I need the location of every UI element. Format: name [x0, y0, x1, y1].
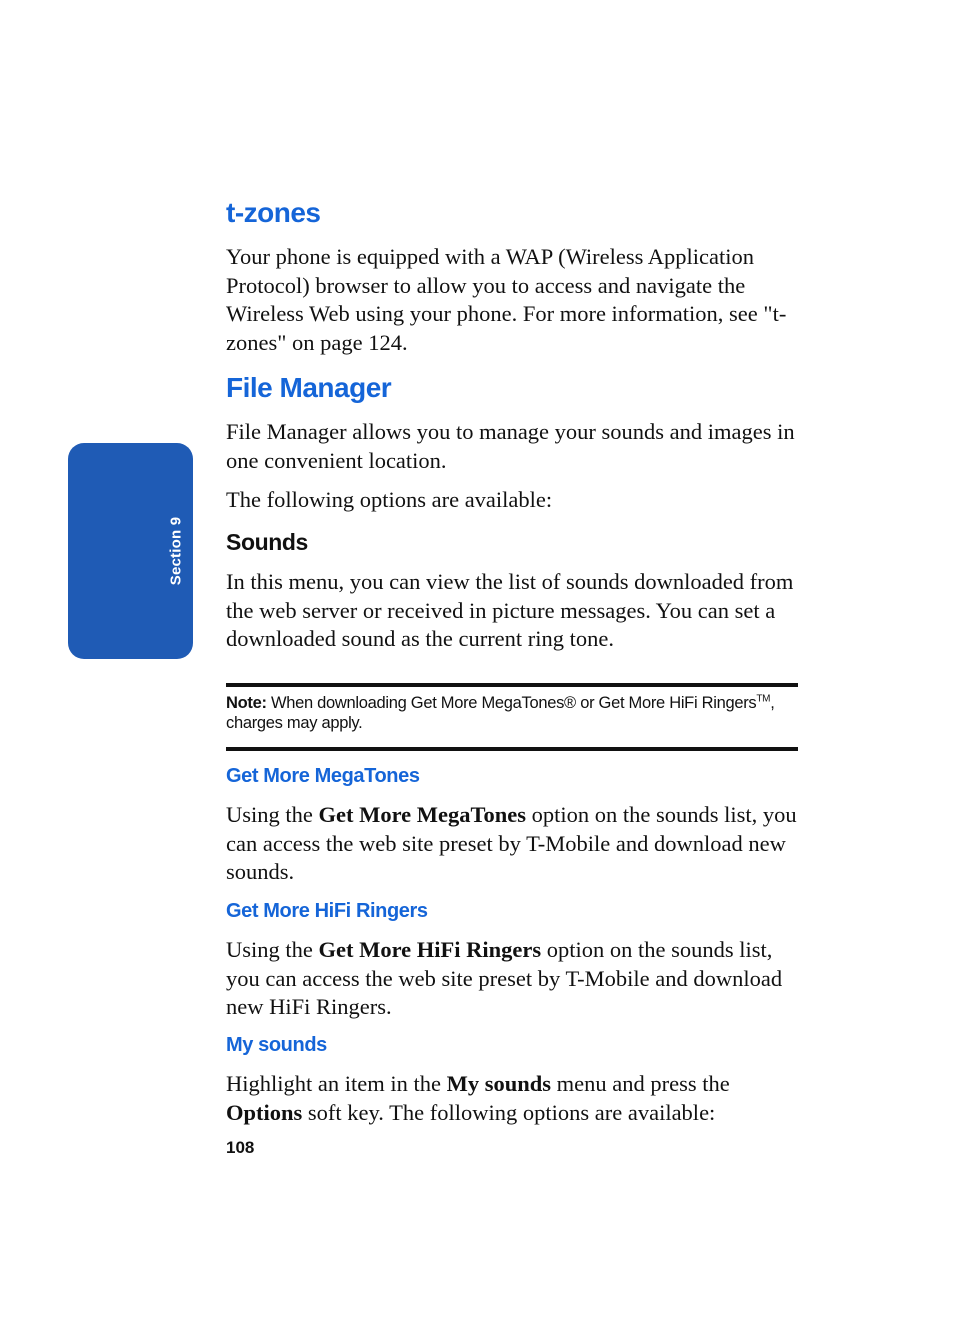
- tzones-heading: t-zones: [226, 197, 321, 228]
- trademark-superscript: TM: [756, 693, 771, 705]
- megatones-heading: Get More MegaTones: [226, 765, 420, 787]
- hifi-heading: Get More HiFi Ringers: [226, 900, 428, 922]
- megatones-bold: Get More MegaTones: [318, 802, 526, 827]
- file-manager-heading: File Manager: [226, 372, 392, 403]
- note-label: Note:: [226, 694, 267, 712]
- options-bold: Options: [226, 1099, 303, 1125]
- sounds-body: In this menu, you can view the list of sounds downloaded from the web server or received in picture messages. You can set a downloaded sound as the current ring tone.: [226, 569, 794, 651]
- page-number: 108: [226, 1138, 255, 1157]
- my-sounds-body: Highlight an item in the My sounds menu and press the Options soft key. The following options are available:: [226, 1071, 730, 1125]
- note-text-b: , charges may apply.: [226, 694, 775, 732]
- section-tab-label: Section 9: [167, 516, 185, 586]
- file-manager-options-intro: The following options are available:: [226, 487, 553, 512]
- megatones-body: Using the Get More MegaTones option on the sounds list, you can access the web site preset by T-Mobile and download new sounds.: [226, 802, 797, 884]
- sounds-heading: Sounds: [226, 529, 308, 555]
- file-manager-body: File Manager allows you to manage your sounds and images in one convenient location.: [226, 419, 795, 473]
- note-text-a: When downloading Get More MegaTones® or Get More HiFi Ringers: [266, 694, 757, 712]
- tzones-body: Your phone is equipped with a WAP (Wireless Application Protocol) browser to allow you to access and navigate the Wireless Web using your phone. For more information, see "t-zones" on page 124.: [226, 244, 787, 355]
- my-sounds-bold: My sounds: [446, 1071, 552, 1096]
- hifi-body: Using the Get More HiFi Ringers option on the sounds list, you can access the web site preset by T-Mobile and download new HiFi Ringers.: [226, 937, 783, 1019]
- my-sounds-heading: My sounds: [226, 1034, 327, 1056]
- note-box: [226, 683, 798, 751]
- note-text: [226, 693, 798, 733]
- hifi-bold: Get More HiFi Ringers: [318, 937, 542, 962]
